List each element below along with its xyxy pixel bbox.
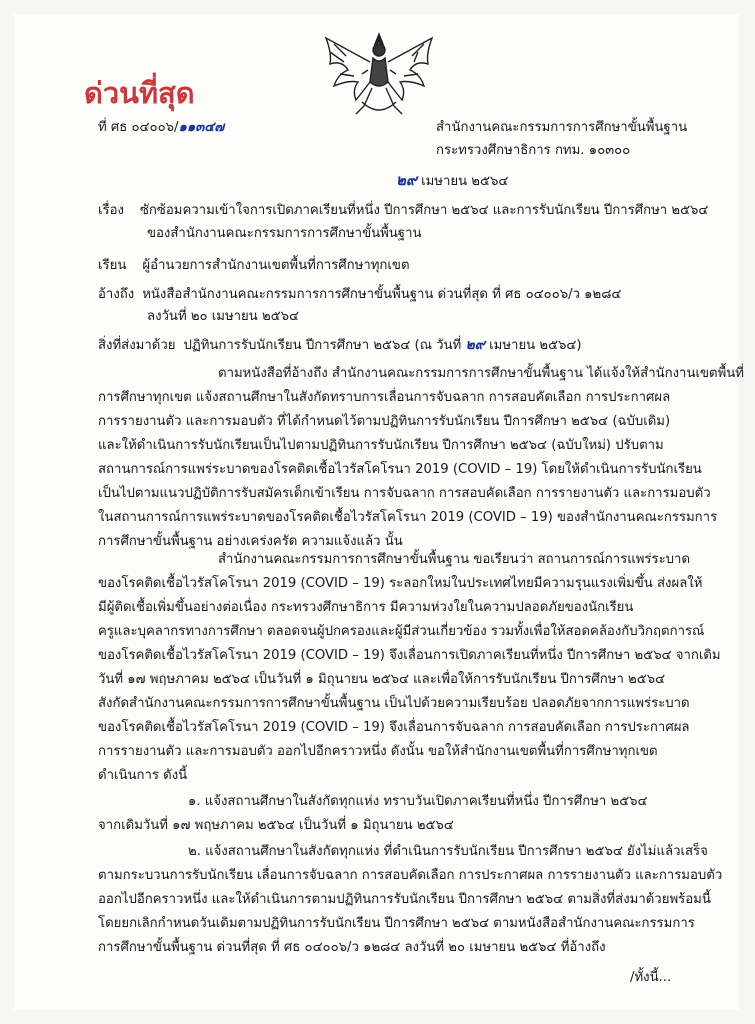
to-row xyxy=(98,254,410,278)
document-number-prefix: ที่ ศธ ๐๔๐๐๖/ xyxy=(98,120,179,135)
subject-line-1: ซักซ้อมความเข้าใจการเปิดภาคเรียนที่หนึ่ง ปีการศึกษา ๒๕๖๔ และการรับนักเรียน ปีการศึกษา ๒๕๖๔ xyxy=(139,203,709,218)
reference-line-1: หนังสือสำนักงานคณะกรรมการการศึกษาขั้นพื้นฐาน ด่วนที่สุด ที่ ศธ ๐๔๐๐๖/ว ๑๒๘๔ xyxy=(142,287,622,302)
subject-line-2: ของสำนักงานคณะกรรมการการศึกษาขั้นพื้นฐาน xyxy=(147,226,422,241)
item-2-line: ๒. แจ้งสถานศึกษาในสังกัดทุกแห่ง ที่ดำเนินการรับนักเรียน ปีการศึกษา ๒๕๖๔ ยังไม่แล้วเสร็จ xyxy=(188,844,708,859)
subject-label: เรื่อง xyxy=(98,203,124,218)
paragraph-2-line: ของโรคติดเชื้อไวรัสโคโรนา 2019 (COVID – 19) จึงเลื่อนการจับฉลาก การสอบคัดเลือก การประกาศผล xyxy=(98,720,690,735)
enclosure-text-b: เมษายน ๒๕๖๔) xyxy=(489,338,582,353)
paragraph-1-line: ในสถานการณ์การแพร่ระบาดของโรคติดเชื้อไวรัสโคโรนา 2019 (COVID – 19) ของสำนักงานคณะกรรมการ xyxy=(98,510,718,525)
item-1-line: จากเดิมวันที่ ๑๗ พฤษภาคม ๒๕๖๔ เป็นวันที่ ๑ มิถุนายน ๒๕๖๔ xyxy=(98,818,454,833)
paragraph-1-line: และให้ดำเนินการรับนักเรียนเป็นไปตามปฏิทินการรับนักเรียน ปีการศึกษา ๒๕๖๔ (ฉบับใหม่) ปรับตาม xyxy=(98,438,664,453)
paragraph-2-line: วันที่ ๑๗ พฤษภาคม ๒๕๖๔ เป็นวันที่ ๑ มิถุนายน ๒๕๖๔ และเพื่อให้การรับนักเรียน ปีการศึกษา ๒๕๖๔ xyxy=(98,672,666,687)
office-line-1: สำนักงานคณะกรรมการการศึกษาขั้นพื้นฐาน xyxy=(436,120,688,135)
enclosure-label: สิ่งที่ส่งมาด้วย xyxy=(98,338,176,353)
paragraph-1-line: สถานการณ์การแพร่ระบาดของโรคติดเชื้อไวรัสโคโรนา 2019 (COVID – 19) โดยให้ดำเนินการรับนักเรียน xyxy=(98,462,702,477)
paragraph-1-line: การรายงานตัว และการมอบตัว ที่ได้กำหนดไว้ตามปฏิทินการรับนักเรียน ปีการศึกษา ๒๕๖๔ (ฉบับเดิม) xyxy=(98,414,671,429)
item-2-line: โดยยกเลิกกำหนดวันเดิมตามปฏิทินการรับนักเรียน ปีการศึกษา ๒๕๖๔ ตามหนังสือสำนักงานคณะกรรมการ xyxy=(98,916,695,931)
paragraph-2-line: สังกัดสำนักงานคณะกรรมการการศึกษาขั้นพื้นฐาน เป็นไปด้วยความเรียบร้อย ปลอดภัยจากการแพร่ระบาด xyxy=(98,696,690,711)
enclosure-day-handwritten: ๒๙ xyxy=(465,337,485,353)
to-label: เรียน xyxy=(98,258,127,273)
item-2-line: การศึกษาขั้นพื้นฐาน ด่วนที่สุด ที่ ศธ ๐๔๐๐๖/ว ๑๒๘๔ ลงวันที่ ๒๐ เมษายน ๒๕๖๔ ที่อ้างถึง xyxy=(98,940,606,955)
enclosure-text-a: ปฏิทินการรับนักเรียน ปีการศึกษา ๒๕๖๔ (ณ วันที่ xyxy=(183,338,462,353)
office-line-2: กระทรวงศึกษาธิการ กทม. ๑๐๓๐๐ xyxy=(436,143,631,158)
reference-line-2: ลงวันที่ ๒๐ เมษายน ๒๕๖๔ xyxy=(147,309,300,324)
urgent-label: ด่วนที่สุด xyxy=(84,76,195,110)
paragraph-1-line: ตามหนังสือที่อ้างถึง สำนักงานคณะกรรมการการศึกษาขั้นพื้นฐาน ได้แจ้งให้สำนักงานเขตพื้นที่ xyxy=(218,366,744,381)
reference-row xyxy=(98,283,621,307)
garuda-emblem xyxy=(318,30,440,120)
to-text: ผู้อำนวยการสำนักงานเขตพื้นที่การศึกษาทุกเขต xyxy=(142,258,410,273)
continuation-marker: /ทั้งนี้... xyxy=(630,970,672,985)
document-number-handwritten: ๑๑๓๔๗ xyxy=(178,120,225,135)
paragraph-2-line: การรายงานตัว และการมอบตัว ออกไปอีกคราวหนึ่ง ดังนั้น ขอให้สำนักงานเขตพื้นที่การศึกษาทุกเขต xyxy=(98,744,658,759)
subject-row xyxy=(98,199,708,223)
item-1-line: ๑. แจ้งสถานศึกษาในสังกัดทุกแห่ง ทราบวันเปิดภาคเรียนที่หนึ่ง ปีการศึกษา ๒๕๖๔ xyxy=(188,794,648,809)
enclosure-row xyxy=(98,333,582,358)
paragraph-1-line: การศึกษาทุกเขต แจ้งสถานศึกษาในสังกัดทราบการเลื่อนการจับฉลาก การสอบคัดเลือก การประกาศผล xyxy=(98,390,671,405)
reference-label: อ้างถึง xyxy=(98,287,135,302)
document-date xyxy=(396,168,508,194)
paragraph-1-line: เป็นไปตามแนวปฏิบัติการรับสมัครเด็กเข้าเรียน การจับฉลาก การสอบคัดเลือก การรายงานตัว และการมอบตัว xyxy=(98,486,711,501)
date-day-handwritten: ๒๙ xyxy=(396,171,417,189)
paragraph-2-line: ของโรคติดเชื้อไวรัสโคโรนา 2019 (COVID – 19) ระลอกใหม่ในประเทศไทยมีความรุนแรงเพิ่มขึ้น ส่งผลให้ xyxy=(98,576,703,591)
paragraph-2-line: ของโรคติดเชื้อไวรัสโคโรนา 2019 (COVID – 19) จึงเลื่อนการเปิดภาคเรียนที่หนึ่ง ปีการศึกษา ๒๕๖๔ จากเดิม xyxy=(98,648,721,663)
paragraph-1-line: การศึกษาขั้นพื้นฐาน อย่างเคร่งครัด ความแจ้งแล้ว นั้น xyxy=(98,534,403,549)
paragraph-2-line: ครูและบุคลากรทางการศึกษา ตลอดจนผู้ปกครองและผู้มีส่วนเกี่ยวข้อง รวมทั้งเพื่อให้สอดคล้องกับวิกฤตการณ์ xyxy=(98,624,705,639)
paragraph-2-line: ดำเนินการ ดังนี้ xyxy=(98,768,188,783)
paragraph-2-line: มีผู้ติดเชื้อเพิ่มขึ้นอย่างต่อเนื่อง กระทรวงศึกษาธิการ มีความห่วงใยในความปลอดภัยของนักเรียน xyxy=(98,600,634,615)
item-2-line: ตามกระบวนการรับนักเรียน เลื่อนการจับฉลาก การสอบคัดเลือก การประกาศผล การรายงานตัว และการมอบตัว xyxy=(98,868,723,883)
item-2-line: ออกไปอีกคราวหนึ่ง และให้ดำเนินการตามปฏิทินการรับนักเรียน ปีการศึกษา ๒๕๖๔ ตามสิ่งที่ส่งมาด้วยพร้อมนี้ xyxy=(98,892,711,907)
date-month-year: เมษายน ๒๕๖๔ xyxy=(421,174,509,189)
paragraph-2-line: สำนักงานคณะกรรมการการศึกษาขั้นพื้นฐาน ขอเรียนว่า สถานการณ์การแพร่ระบาด xyxy=(218,552,691,567)
document-number xyxy=(98,116,224,140)
